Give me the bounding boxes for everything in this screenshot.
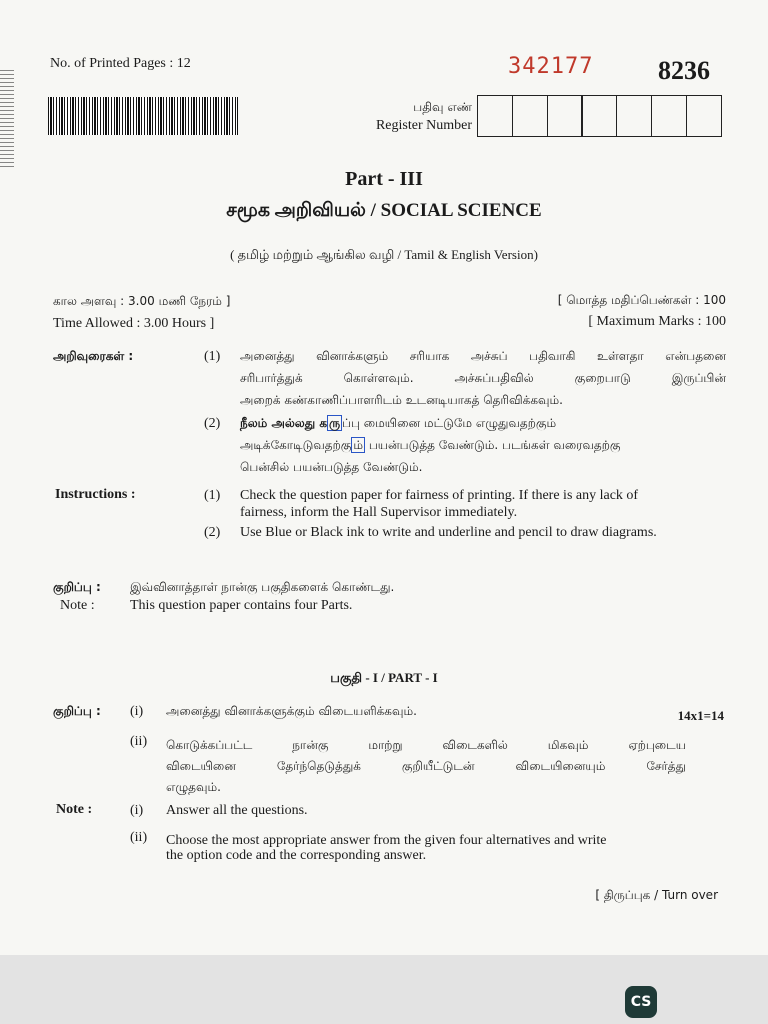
version-line: ( தமிழ் மற்றும் ஆங்கில வழி / Tamil & English Version) <box>230 247 538 262</box>
item-number: (i) <box>130 803 144 818</box>
instruction-english-1-line-1: Check the question paper for fairness of printing. If there is any lack of <box>240 488 639 503</box>
text-rest: ப்பு மையினை மட்டுமே எழுதுவதற்கும் <box>342 416 557 430</box>
page-edge-lines <box>0 70 14 170</box>
item-number: (1) <box>204 349 221 364</box>
part-one-note-ii-tamil-line-3: எழுதவும். <box>166 780 221 794</box>
subject-title: சமூக அறிவியல் / SOCIAL SCIENCE <box>226 200 542 221</box>
part-one-note-i-tamil: அனைத்து வினாக்களுக்கும் விடையளிக்கவும். <box>166 704 417 718</box>
register-digit-box[interactable] <box>651 95 687 137</box>
instruction-tamil-1-line-3: அறைக் கண்காணிப்பாளரிடம் உடனடியாகத் தெரிவிக்கவும். <box>240 393 563 407</box>
note-label-tamil: குறிப்பு : <box>53 580 101 594</box>
register-digit-box[interactable] <box>581 95 617 137</box>
register-digit-box[interactable] <box>512 95 548 137</box>
part-one-note-ii-english-line-1: Choose the most appropriate answer from the given four alternatives and write <box>166 833 607 848</box>
scanner-logo: CS <box>625 986 657 1018</box>
part-one-note-ii-english-line-2: the option code and the corresponding answer. <box>166 848 427 863</box>
part-title: Part - III <box>345 168 423 190</box>
note-label-english: Note : <box>60 598 95 613</box>
register-digit-box[interactable] <box>547 95 583 137</box>
part-one-heading-text: பகுதி - I / PART - I <box>330 670 438 685</box>
text-a: அடிக்கோடிடுவதற்கு <box>240 438 352 452</box>
item-number: (ii) <box>130 830 148 845</box>
instruction-tamil-2-line-1 <box>240 416 726 432</box>
time-tamil: கால அளவு : 3.00 மணி நேரம் ] <box>53 294 231 308</box>
instructions-label-english: Instructions : <box>55 487 136 502</box>
register-digit-box[interactable] <box>477 95 513 137</box>
instruction-tamil-1-line-2: சரிபார்த்துக் கொள்ளவும். அச்சுப்பதிவில் குறைபாடு இருப்பின் <box>240 371 726 385</box>
instruction-english-1-line-2: fairness, inform the Hall Supervisor immediately. <box>240 505 518 520</box>
instructions-label-tamil: அறிவுரைகள் : <box>53 349 134 363</box>
barcode <box>48 97 238 135</box>
note-text-english: This question paper contains four Parts. <box>130 598 353 613</box>
item-number: (i) <box>130 704 144 719</box>
part-one-note-label-english: Note : <box>56 802 93 817</box>
marks-english: [ Maximum Marks : 100 <box>588 314 726 329</box>
item-number: (2) <box>204 416 221 431</box>
item-number: (1) <box>204 488 221 503</box>
paper-code: 8236 <box>658 56 710 85</box>
turn-over <box>500 888 718 904</box>
item-number: (2) <box>204 525 221 540</box>
marks-tamil: [ மொத்த மதிப்பெண்கள் : 100 <box>557 293 726 307</box>
part-one-note-ii-tamil-line-1: கொடுக்கப்பட்ட நான்கு மாற்று விடைகளில் மிகவும் ஏற்புடைய <box>166 738 686 752</box>
part-one-note-i-english: Answer all the questions. <box>166 803 308 818</box>
register-digit-box[interactable] <box>686 95 722 137</box>
ink-text: நீலம் அல்லது க <box>240 416 327 430</box>
register-number-boxes[interactable] <box>478 95 722 137</box>
marks-scheme: 14x1=14 <box>677 708 724 723</box>
part-one-heading <box>0 670 768 687</box>
register-label-english: Register Number <box>375 118 472 133</box>
instruction-tamil-2-line-3: பென்சில் பயன்படுத்த வேண்டும். <box>240 460 423 474</box>
text-c: பயன்படுத்த வேண்டும். படங்கள் வரைவதற்கு <box>365 438 621 452</box>
highlight-box: ம் <box>353 438 364 452</box>
instruction-tamil-2-line-2 <box>240 438 726 454</box>
part-one-note-label-tamil: குறிப்பு : <box>53 704 101 718</box>
note-text-tamil: இவ்வினாத்தாள் நான்கு பகுதிகளைக் கொண்டது. <box>130 580 395 594</box>
instruction-english-2: Use Blue or Black ink to write and underline and pencil to draw diagrams. <box>240 525 657 540</box>
text-span <box>240 416 556 432</box>
turn-over-text: [ திருப்புக / Turn over <box>595 888 718 902</box>
printed-pages: No. of Printed Pages : 12 <box>50 56 191 71</box>
time-english: Time Allowed : 3.00 Hours ] <box>53 316 215 331</box>
item-number: (ii) <box>130 734 148 749</box>
instruction-tamil-1-line-1: அனைத்து வினாக்களும் சரியாக அச்சுப் பதிவாகி உள்ளதா என்பதனை <box>240 349 726 363</box>
register-digit-box[interactable] <box>616 95 652 137</box>
highlight-box: ரு <box>329 416 341 430</box>
handwritten-serial: 342177 <box>508 54 594 79</box>
part-one-note-ii-tamil-line-2: விடையினை தேர்ந்தெடுத்துக் குறியீட்டுடன் விடையினையும் சேர்த்து <box>166 759 686 773</box>
register-label-tamil: பதிவு எண் <box>413 100 472 114</box>
